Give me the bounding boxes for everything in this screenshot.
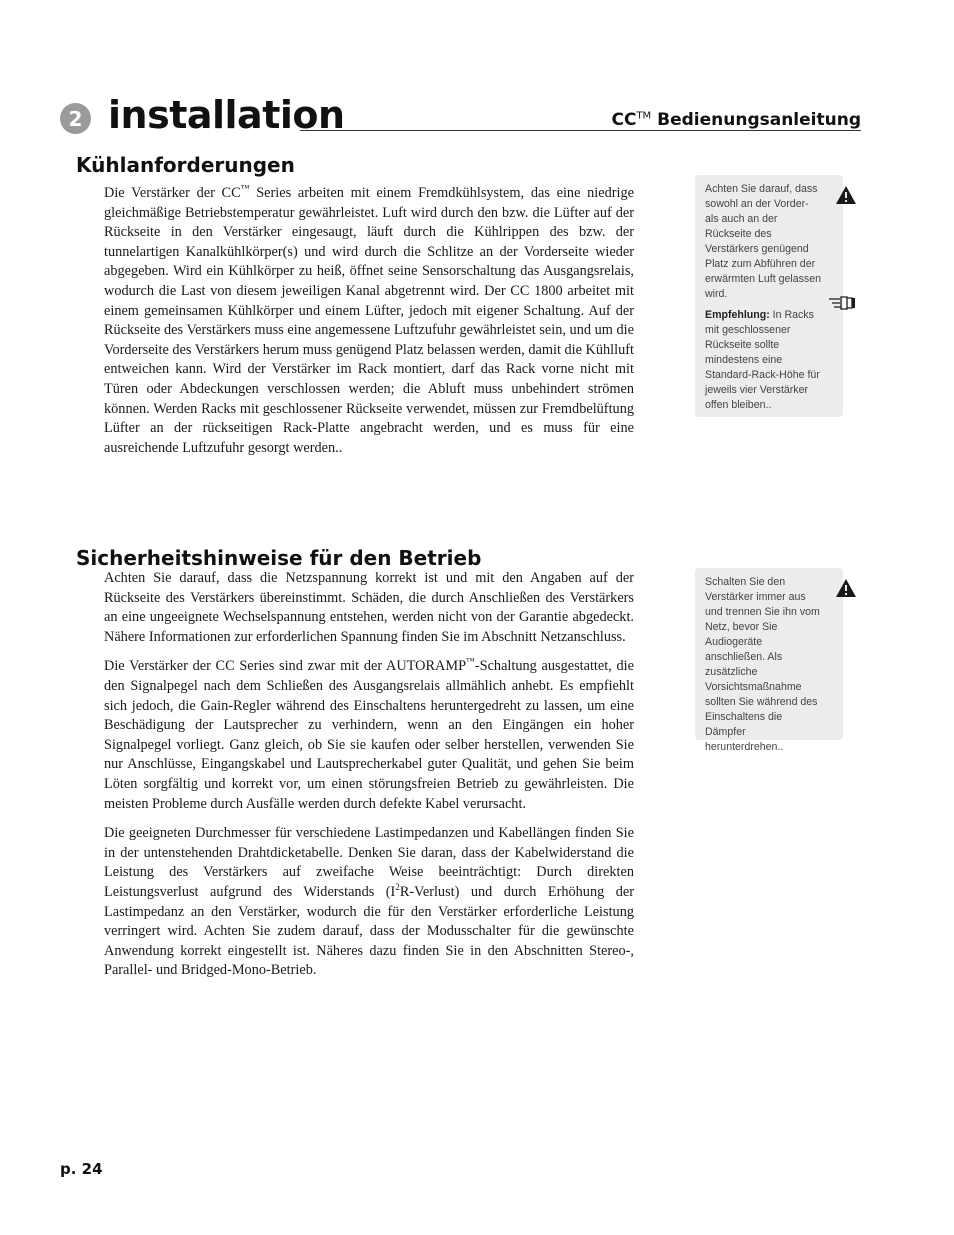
text-run: -Schaltung ausgestattet, die den Signalpegel nach dem Schließen des Ausgangsrelais allmählich anhebt. Es empfiehlt sich jedoch, die Gain-Regler während des Einschaltens heruntergedreht zu lassen, um eine Beschädigung der Lautsprecher zu verhindern, wenn an den Eingängen ein hoher Signalpegel vorliegt. Ganz gleich, ob Sie sie kaufen oder selber herstellen, verwenden Sie nur Anschlüsse, Eingangskabel und Lautsprecherkabel guter Qualität, und gehen Sie beim Löten sorgfältig und korrekt vor, um einen störungsfreien Betrieb zu gewährleisten. Die meisten Probleme durch Ausfälle werden durch defekte Kabel verursacht. — [104, 658, 634, 812]
body-paragraph — [104, 184, 634, 458]
warning-triangle-icon — [835, 185, 857, 205]
trademark-mark: ™ — [466, 656, 475, 667]
pointing-hand-icon — [827, 295, 857, 311]
text-run: R-Verlust) und durch Erhöhung der Lastimpedanz an den Verstärker, wodurch die für den Verstärker erforderliche Leistung verringert wird. Achten Sie zudem darauf, dass der Modusschalter für die gewünschte Anwendung korrekt eingestellt ist. Näheres dazu finden Sie in den Abschnitten Stereo-, Parallel- und Bridged-Mono-Betrieb. — [104, 883, 634, 979]
chapter-number-badge: 2 — [60, 103, 91, 134]
page-number: p. 24 — [60, 1160, 103, 1178]
header-divider — [300, 130, 861, 131]
section-body-safety — [104, 569, 634, 991]
sidebar-warning-text: Achten Sie darauf, dass sowohl an der Vorder- als auch an der Rückseite des Verstärkers genügend Platz zum Abführen der erwärmten Luft gelassen wird. — [705, 183, 822, 300]
doc-title-suffix: Bedienungsanleitung — [651, 110, 861, 130]
sidebar-warning-text: Schalten Sie den Verstärker immer aus und trennen Sie ihn vom Netz, bevor Sie Audiogeräte anschließen. Als zusätzliche Vorsichtsmaßnahme sollten Sie während des Einschaltens die Dämpfer herunterdrehen.. — [705, 576, 820, 753]
text-run: Series arbeiten mit einem Fremdkühlsystem, das eine niedrige gleichmäßige Betriebstemperatur gewährleistet. Luft wird durch den bzw. die Lüfter auf der Rückseite in den Verstärker eingesaugt, läuft durch die Kühlrippen des bzw. der tunnelartigen Kanalkühlkörper(s) und wird durch die Schlitze an der Vorderseite wieder abgegeben. Wird ein Kühlkörper zu heiß, öffnet seine Sensorschaltung das Ausgangsrelais, wodurch die Last von diesem jeweiligen Kanal abgetrennt wird. Der CC 1800 arbeitet mit einem gemeinsamen Kühlkörper und einem Lüfter, jedoch mit eigener Schaltung. Auf der Rückseite des Verstärkers muss eine angemessene Luftzufuhr gewährleistet sein, und um die Vorderseite des Verstärkers herum muss genügend Platz belassen werden, damit die Kühlluft entweichen kann. Wird der Verstärker im Rack montiert, darf das Rack vorne nicht mit Türen oder Abdeckungen verschlossen werden; die Abluft muss unbehindert strömen können. Werden Racks mit geschlossener Rückseite verwendet, müssen zur Fremdbelüftung Lüfter an der rückseitigen Rack-Platte angebracht werden, und es muss für eine ausreichende Luftzufuhr gesorgt werden.. — [104, 185, 634, 456]
text-run: Die Verstärker der CC Series sind zwar mit der AUTORAMP — [104, 658, 467, 675]
warning-triangle-icon — [835, 578, 857, 598]
sidebar-tip-text: In Racks mit geschlossener Rückseite sollte mindestens eine Standard-Rack-Höhe für jeweils vier Verstärker offen bleiben.. — [705, 309, 820, 411]
document-title — [612, 110, 862, 130]
doc-title-prefix: CC — [611, 110, 637, 130]
body-paragraph — [104, 824, 634, 981]
sidebar-note-safety — [695, 568, 843, 753]
sidebar-note-cooling — [695, 175, 843, 417]
doc-title-trademark: TM — [636, 110, 652, 122]
sidebar-tip — [705, 308, 829, 413]
text-run: Die Verstärker der CC — [104, 185, 241, 201]
trademark-mark: ™ — [240, 183, 250, 194]
page-title: installation — [108, 93, 345, 137]
section-heading-safety: Sicherheitshinweise für den Betrieb — [76, 546, 482, 570]
section-heading-cooling: Kühlanforderungen — [76, 153, 295, 177]
sidebar-tip-label: Empfehlung: — [705, 309, 770, 321]
section-body-cooling — [104, 184, 634, 468]
superscript-two: 2 — [395, 882, 400, 893]
body-paragraph — [104, 657, 634, 814]
text-run: Achten Sie darauf, dass die Netzspannung korrekt ist und mit den Angaben auf der Rückseite des Verstärkers übereinstimmt. Schäden, die durch Anschließen des Verstärkers an eine ungeeignete Wechselspannung entstehen, werden nicht von der Garantie abgedeckt. Nähere Informationen zur erforderlichen Spannung finden Sie im Abschnitt Netzanschluss. — [104, 570, 634, 645]
text-run: Die geeigneten Durchmesser für verschiedene Lastimpedanzen und Kabellängen finden Sie in der untenstehenden Drahtdicketabelle. Denken Sie daran, dass der Kabelwiderstand die Leistung des Verstärkers auf zweifache Weise beeinträchtigt: Durch direkten Leistungsverlust aufgrund des Widerstands (I — [104, 825, 634, 900]
body-paragraph — [104, 569, 634, 647]
